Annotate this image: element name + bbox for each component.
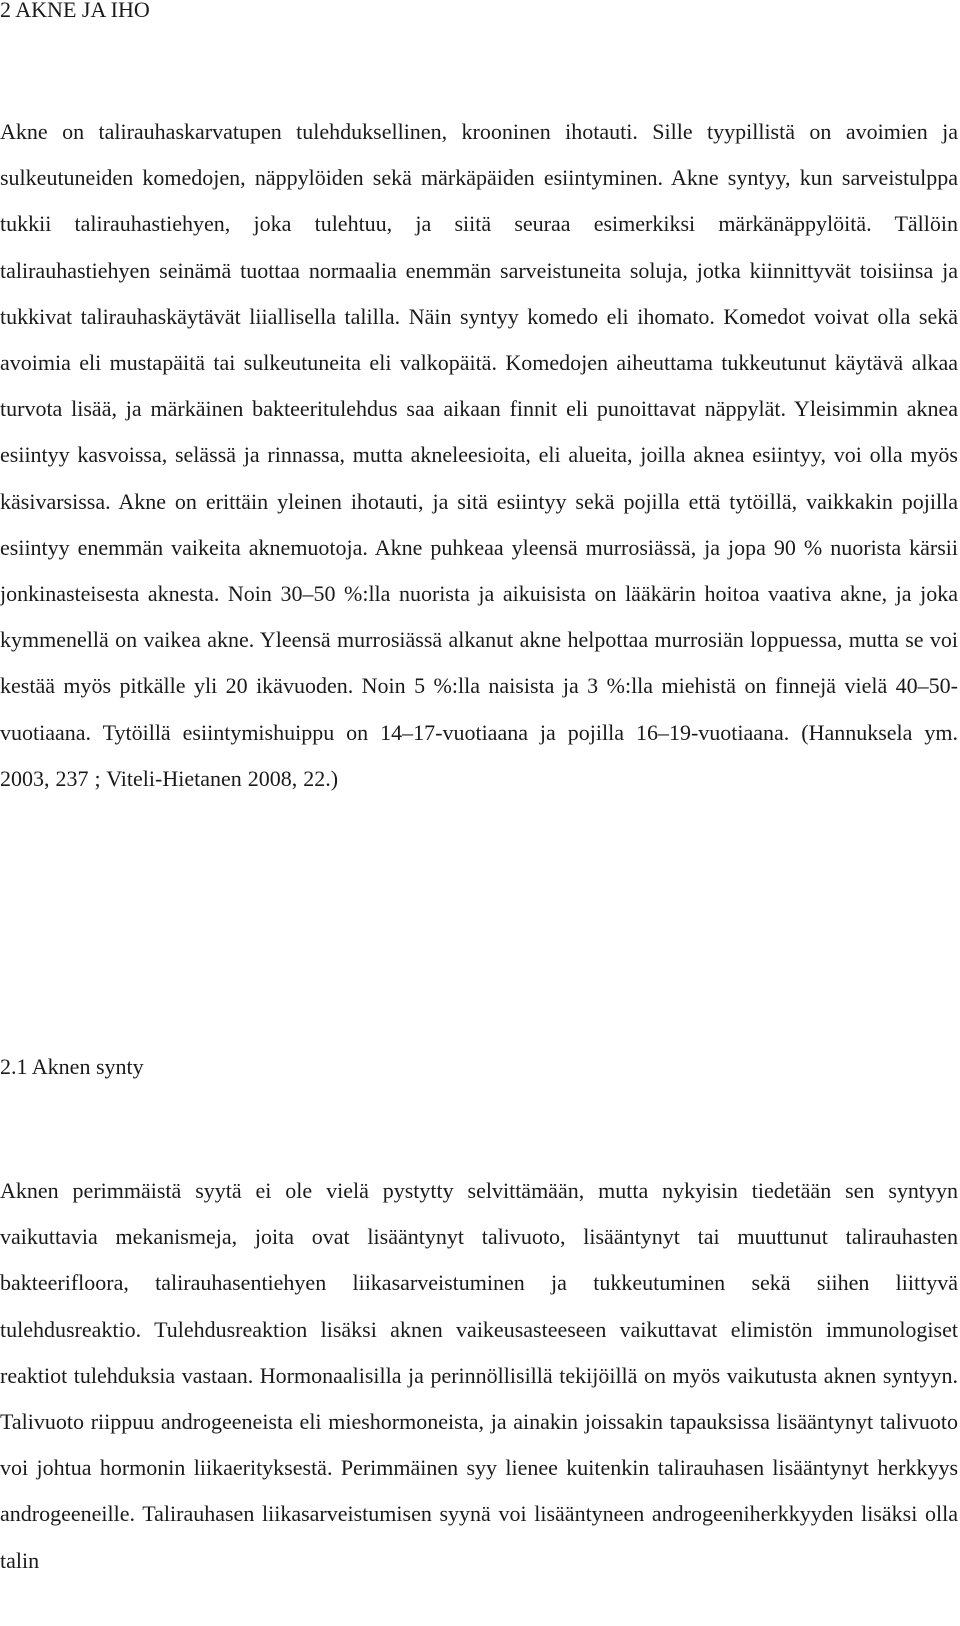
main-heading: 2 AKNE JA IHO bbox=[0, 0, 150, 22]
paragraph-origin: Aknen perimmäistä syytä ei ole vielä pystytty selvittämään, mutta nykyisin tiedetään sen syntyyn vaikuttavia mekanismeja, joita ovat lisääntynyt talivuoto, lisääntynyt tai muuttunut talirauhasten bakteerifloora, talirauhasentiehyen liikasarveistuminen ja tukkeutuminen sekä siihen liittyvä tulehdusreaktio. Tulehdusreaktion lisäksi aknen vaikeusasteeseen vaikuttavat elimistön immunologiset reaktiot tulehduksia vastaan. Hormonaalisilla ja perinnöllisillä tekijöillä on myös vaikutusta aknen syntyyn. Talivuoto riippuu androgeeneista eli mieshormoneista, ja ainakin joissakin tapauksissa lisääntynyt talivuoto voi johtua hormonin liikaerityksestä. Perimmäinen syy lienee kuitenkin talirauhasen lisääntynyt herkkyys androgeeneille. Talirauhasen liikasarveistumisen syynä voi lisääntyneen androgeeniherkkyyden lisäksi olla talin bbox=[0, 1178, 958, 1573]
paragraph-intro: Akne on talirauhaskarvatupen tulehduksellinen, krooninen ihotauti. Sille tyypillistä on avoimien ja sulkeutuneiden komedojen, näppylöiden sekä märkäpäiden esiintyminen. Akne syntyy, kun sarveistulppa tukkii talirauhastiehyen, joka tulehtuu, ja siitä seuraa esimerkiksi märkänäppylöitä. Tällöin talirauhastiehyen seinämä tuottaa normaalia enemmän sarveistuneita soluja, jotka kiinnittyvät toisiinsa ja tukkivat talirauhaskäytävät liiallisella talilla. Näin syntyy komedo eli ihomato. Komedot voivat olla sekä avoimia eli mustapäitä tai sulkeutuneita eli valkopäitä. Komedojen aiheuttama tukkeutunut käytävä alkaa turvota lisää, ja märkäinen bakteeritulehdus saa aikaan finnit eli punoittavat näppylät. Yleisimmin aknea esiintyy kasvoissa, selässä ja rinnassa, mutta akneleesioita, eli alueita, joilla aknea esiintyy, voi olla myös käsivarsissa. Akne on erittäin yleinen ihotauti, ja sitä esiintyy sekä pojilla että tytöillä, vaikkakin pojilla esiintyy enemmän vaikeita aknemuotoja. Akne puhkeaa yleensä murrosiässä, ja jopa 90 % nuorista kärsii jonkinasteisesta aknesta. Noin 30–50 %:lla nuorista ja aikuisista on lääkärin hoitoa vaativa akne, ja joka kymmenellä on vaikea akne. Yleensä murrosiässä alkanut akne helpottaa murrosiän loppuessa, mutta se voi kestää myös pitkälle yli 20 ikävuoden. Noin 5 %:lla naisista ja 3 %:lla miehistä on finnejä vielä 40–50-vuotiaana. Tytöillä esiintymishuippu on 14–17-vuotiaana ja pojilla 16–19-vuotiaana. (Hannuksela ym. 2003, 237 ; Viteli-Hietanen 2008, 22.) bbox=[0, 119, 958, 791]
section-heading: 2.1 Aknen synty bbox=[0, 1054, 144, 1079]
